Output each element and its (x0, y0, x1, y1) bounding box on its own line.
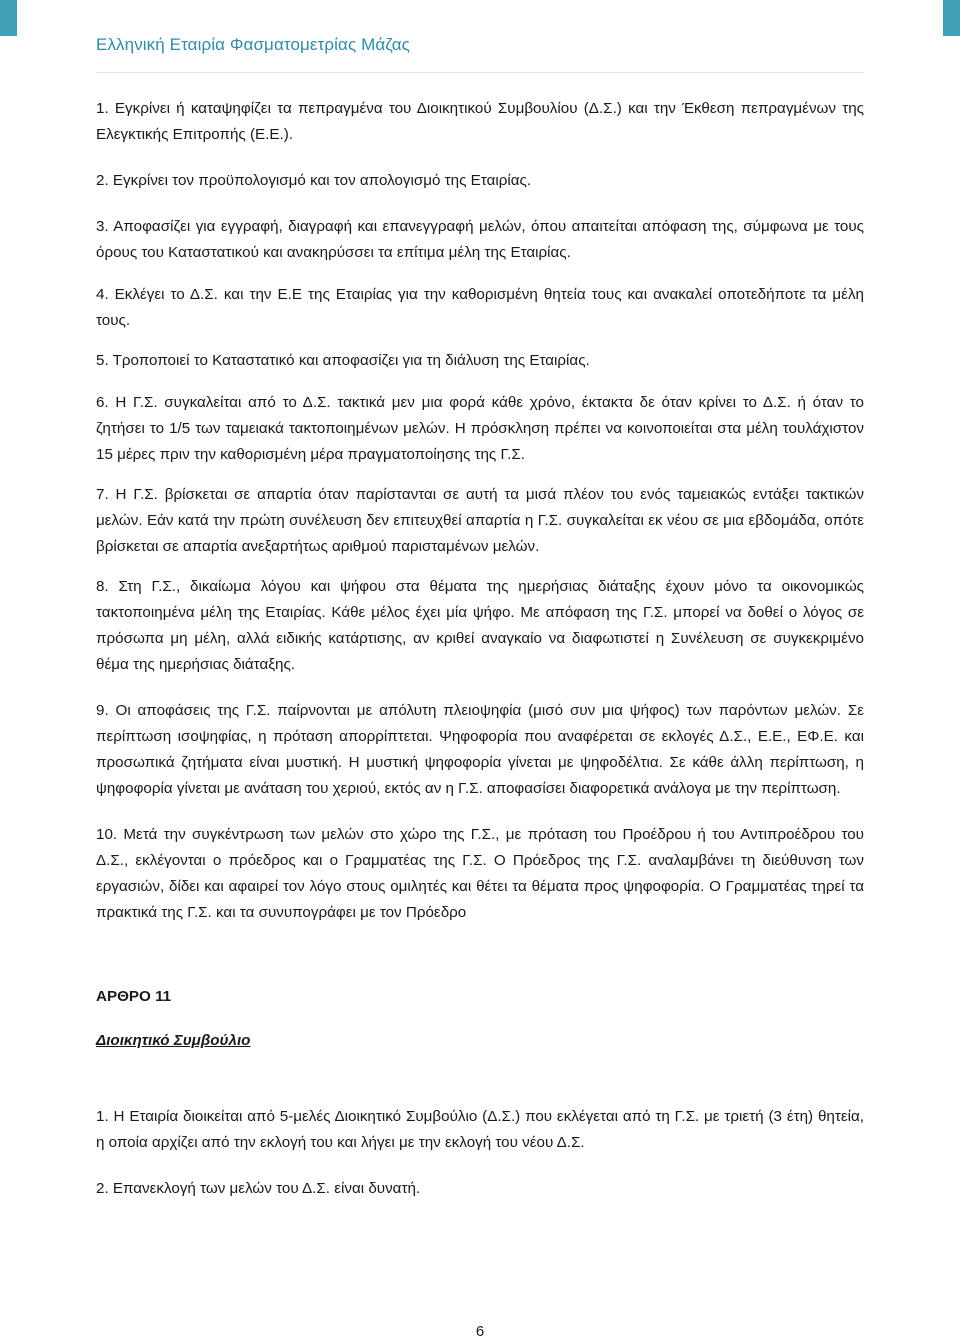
paragraph-8: 8. Στη Γ.Σ., δικαίωμα λόγου και ψήφου στα θέματα της ημερήσιας διάταξης έχουν μόνο τα οικονομικώς τακτοποιημένα μέλη της Εταιρίας. Κάθε μέλος έχει μία ψήφο. Με απόφαση της Γ.Σ. μπορεί να δοθεί ο λόγος σε πρόσωπα μη μέλη, αλλά ειδικής κατάρτισης, αν κριθεί αναγκαίο να διαφωτιστεί η Συνέλευση σε συγκεκριμένο θέμα της ημερήσιας διάταξης. (96, 578, 864, 673)
article-subheading: Διοικητικό Συμβούλιο (96, 1032, 251, 1049)
paragraph-9: 9. Οι αποφάσεις της Γ.Σ. παίρνονται με απόλυτη πλειοψηφία (μισό συν μια ψήφος) των παρόντων μελών. Σε περίπτωση ισοψηφίας, η πρόταση απορρίπτεται. Ψηφοφορία που αναφέρεται σε εκλογές Δ.Σ., Ε.Ε., ΕΦ.Ε. και προσωπικά ζητήματα είναι μυστική. Η μυστική ψηφοφορία γίνεται με ψηφοδέλτια. Σε κάθε άλλη περίπτωση, η ψηφοφορία γίνεται με ανάταση του χεριού, εκτός αν η Γ.Σ. αποφασίσει διαφορετικά ανάλογα με την περίπτωση. (96, 702, 864, 797)
paragraph-10: 10. Μετά την συγκέντρωση των μελών στο χώρο της Γ.Σ., με πρόταση του Προέδρου ή του Αντιπροέδρου του Δ.Σ., εκλέγονται ο πρόεδρος και ο Γραμματέας της Γ.Σ. Ο Πρόεδρος της Γ.Σ. αναλαμβάνει τη διεύθυνση των εργασιών, δίδει και αφαιρεί τον λόγο στους ομιλητές και θέτει τα θέματα προς ψηφοφορία. Ο Γραμματέας τηρεί τα πρακτικά της Γ.Σ. και τα συνυπογράφει με τον Πρόεδρο (96, 826, 864, 921)
paragraph-4: 4. Εκλέγει το Δ.Σ. και την Ε.Ε της Εταιρίας για την καθορισμένη θητεία τους και ανακαλεί οποτεδήποτε τα μέλη τους. (96, 286, 864, 329)
article-heading: ΑΡΘΡΟ 11 (96, 988, 172, 1005)
article-paragraph-2: 2. Επανεκλογή των μελών του Δ.Σ. είναι δυνατή. (96, 1180, 421, 1197)
document-body (96, 96, 864, 1202)
corner-accent-left (0, 0, 17, 36)
paragraph-3: 3. Αποφασίζει για εγγραφή, διαγραφή και επανεγγραφή μελών, όπου απαιτείται απόφαση της, σύμφωνα με τους όρους του Καταστατικού και ανακηρύσσει τα επίτιμα μέλη της Εταιρίας. (96, 218, 864, 261)
paragraph-1: 1. Εγκρίνει ή καταψηφίζει τα πεπραγμένα του Διοικητικού Συμβουλίου (Δ.Σ.) και την Έκθεση πεπραγμένων της Ελεγκτικής Επιτροπής (Ε.Ε.). (96, 100, 864, 143)
header-divider (96, 72, 864, 73)
paragraph-2: 2. Εγκρίνει τον προϋπολογισμό και τον απολογισμό της Εταιρίας. (96, 172, 532, 189)
article-paragraph-1: 1. Η Εταιρία διοικείται από 5-μελές Διοικητικό Συμβούλιο (Δ.Σ.) που εκλέγεται από τη Γ.Σ. με τριετή (3 έτη) θητεία, η οποία αρχίζει από την εκλογή του και λήγει με την εκλογή του νέου Δ.Σ. (96, 1108, 864, 1151)
page-header-title: Ελληνική Εταιρία Φασματομετρίας Μάζας (96, 35, 410, 54)
corner-accent-right (943, 0, 960, 36)
paragraph-5: 5. Τροποποιεί το Καταστατικό και αποφασίζει για τη διάλυση της Εταιρίας. (96, 352, 590, 369)
paragraph-6: 6. Η Γ.Σ. συγκαλείται από το Δ.Σ. τακτικά μεν μια φορά κάθε χρόνο, έκτακτα δε όταν κρίνει το Δ.Σ. ή όταν το ζητήσει το 1/5 των ταμειακά τακτοποιημένων μελών. Η πρόσκληση πρέπει να κοινοποιείται στα μέλη τουλάχιστον 15 μέρες πριν την καθορισμένη μέρα πραγματοποίησης της Γ.Σ. (96, 394, 864, 463)
page-number: 6 (475, 1323, 485, 1340)
paragraph-7: 7. Η Γ.Σ. βρίσκεται σε απαρτία όταν παρίστανται σε αυτή τα μισά πλέον του ενός ταμειακώς εντάξει τακτικών μελών. Εάν κατά την πρώτη συνέλευση δεν επιτευχθεί απαρτία η Γ.Σ. συγκαλείται εκ νέου σε μια εβδομάδα, οπότε βρίσκεται σε απαρτία ανεξαρτήτως αριθμού παρισταμένων μελών. (96, 486, 864, 555)
